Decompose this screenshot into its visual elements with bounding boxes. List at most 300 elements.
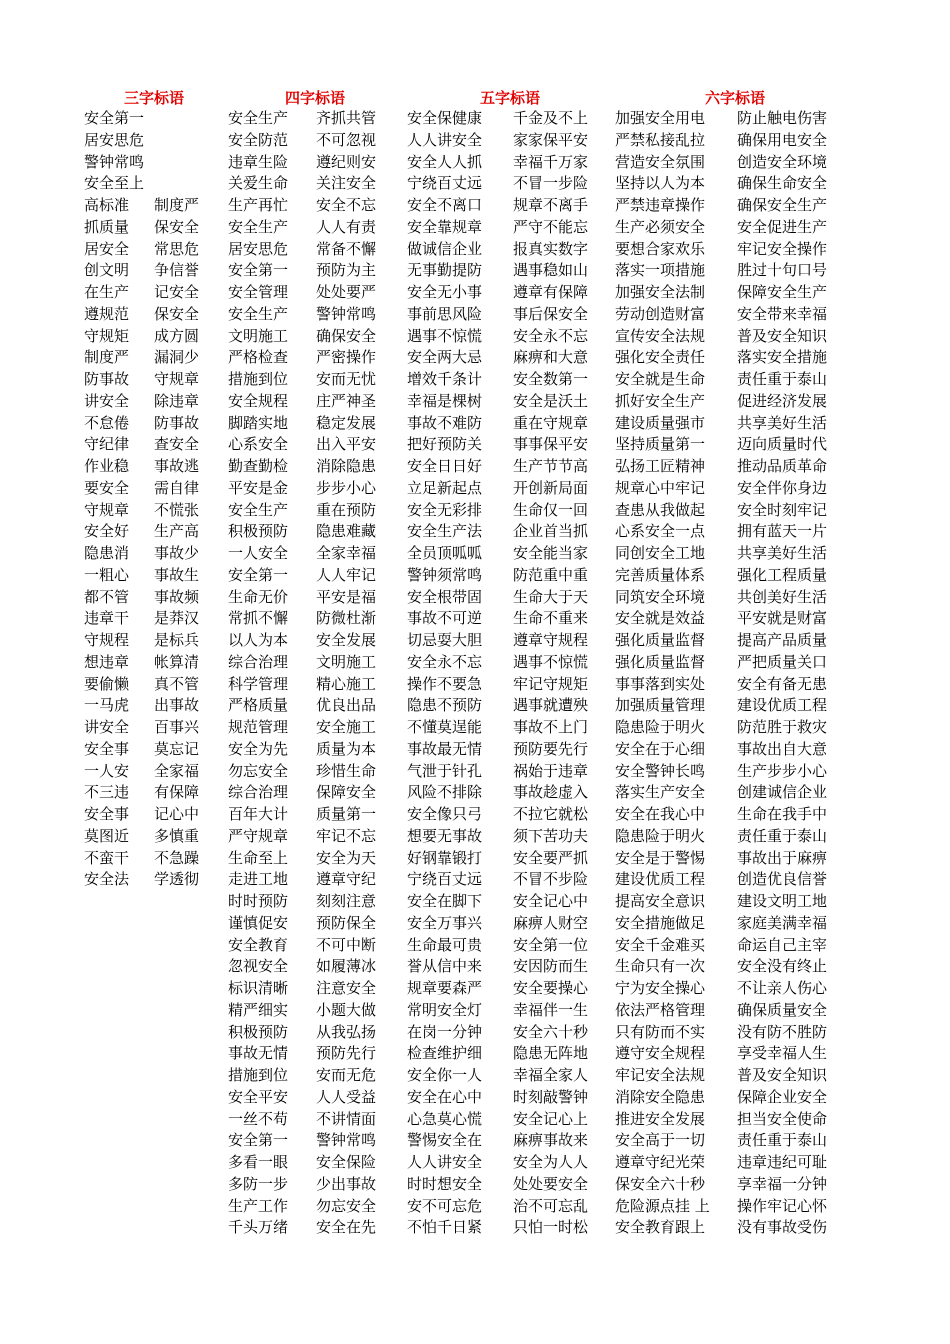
slogan-first-half: 安全千金难买	[615, 935, 706, 954]
slogan-second-half: 安全发展	[316, 631, 377, 649]
slogan-first-half: 安全在我心中	[615, 805, 706, 823]
slogan-row	[407, 869, 609, 891]
slogan-second-half: 建设优质工程	[737, 696, 828, 715]
slogan-first-half: 事前思风险	[407, 304, 483, 323]
slogan-row	[228, 913, 396, 935]
slogan-first-half: 抓好安全生产	[615, 391, 706, 410]
slogan-first-half: 安全日日好	[407, 457, 483, 475]
slogan-second-half: 促进经济发展	[737, 391, 828, 410]
slogan-second-half: 安全要严抓	[513, 848, 589, 867]
slogan-row	[407, 217, 609, 239]
slogan-row	[84, 195, 224, 217]
slogan-row	[228, 652, 396, 674]
slogan-first-half: 加强安全法制	[615, 283, 706, 301]
slogan-first-half: 安全第一	[228, 1131, 289, 1150]
slogan-row	[228, 543, 396, 565]
slogan-row	[84, 282, 224, 304]
slogan-row	[407, 587, 609, 609]
slogan-second-half: 人人有责	[316, 217, 377, 236]
slogan-first-half: 违章干	[84, 609, 130, 628]
slogan-second-half: 事故趁虚入	[513, 783, 589, 802]
slogan-row	[84, 848, 224, 870]
slogan-row	[228, 521, 396, 543]
slogan-second-half: 家家保平安	[513, 130, 589, 149]
slogan-first-half: 遵规范	[84, 304, 130, 323]
slogan-row	[407, 369, 609, 391]
slogan-second-half: 从我弘扬	[316, 1022, 377, 1041]
slogan-first-half: 安全管理	[228, 283, 289, 301]
slogan-row	[228, 413, 396, 435]
slogan-second-half: 生命大于天	[513, 587, 589, 606]
slogan-row	[615, 978, 845, 1000]
slogan-row	[407, 565, 609, 587]
slogan-row	[228, 1152, 396, 1174]
slogan-second-half: 创造优良信誉	[737, 870, 828, 889]
slogan-first-half: 隐患险于明火	[615, 826, 706, 845]
slogan-row	[228, 434, 396, 456]
slogan-second-half: 建设文明工地	[737, 892, 828, 910]
slogan-second-half: 幸福千万家	[513, 152, 589, 171]
slogan-second-half: 平安是福	[316, 587, 377, 606]
slogan-first-half: 只有防而不实	[615, 1022, 706, 1041]
slogan-row	[84, 347, 224, 369]
slogan-row	[228, 630, 396, 652]
slogan-row	[228, 956, 396, 978]
slogan-second-half: 确保安全	[316, 326, 377, 345]
slogan-second-half: 规章不离手	[513, 196, 589, 214]
slogan-row	[228, 1065, 396, 1087]
slogan-second-half: 预防保全	[316, 913, 377, 932]
slogan-second-half: 安全六十秒	[513, 1022, 589, 1041]
slogan-first-half: 安全教育跟上	[615, 1218, 706, 1237]
slogan-first-half: 勿忘安全	[228, 761, 289, 780]
slogan-row	[228, 239, 396, 261]
slogan-second-half: 享受幸福人生	[737, 1044, 828, 1063]
slogan-second-half: 安全促进生产	[737, 217, 828, 236]
slogan-row	[84, 695, 224, 717]
section-heading-6char: 六字标语	[704, 89, 765, 107]
slogan-row	[615, 543, 845, 565]
slogan-second-half: 事故生	[154, 565, 200, 584]
slogan-first-half: 安全生产法	[407, 522, 483, 541]
slogan-first-half: 不怠倦	[84, 413, 130, 432]
slogan-second-half: 安全记心上	[513, 1109, 589, 1128]
slogan-second-half: 确保生命安全	[737, 174, 828, 193]
slogan-first-half: 安全法	[84, 870, 130, 889]
slogan-row	[407, 782, 609, 804]
slogan-first-half: 综合治理	[228, 783, 289, 802]
slogan-row	[615, 260, 845, 282]
slogan-first-half: 做诚信企业	[407, 239, 483, 258]
slogan-row	[228, 695, 396, 717]
slogan-second-half: 优良出品	[316, 696, 377, 715]
slogan-first-half: 一丝不苟	[228, 1109, 289, 1128]
slogan-second-half: 防微杜渐	[316, 609, 377, 628]
slogan-first-half: 落实生产安全	[615, 783, 706, 802]
slogan-row	[228, 1109, 396, 1131]
slogan-row	[615, 848, 845, 870]
slogan-second-half: 拥有蓝天一片	[737, 522, 828, 541]
slogan-row	[228, 978, 396, 1000]
slogan-row	[407, 195, 609, 217]
slogan-row	[615, 347, 845, 369]
slogan-first-half: 抓质量	[84, 217, 130, 236]
slogan-first-half: 生命只有一次	[615, 957, 706, 976]
slogan-first-half: 消除安全隐患	[615, 1087, 706, 1106]
slogan-row	[407, 608, 609, 630]
slogan-first-half: 安全第一	[84, 109, 145, 127]
slogan-second-half: 共创美好生活	[737, 587, 828, 606]
slogan-row	[84, 739, 224, 761]
slogan-first-half: 事故不可逆	[407, 609, 483, 628]
slogan-second-half: 严守不能忘	[513, 217, 589, 236]
slogan-first-half: 不蛮干	[84, 848, 130, 867]
slogan-second-half: 警钟常鸣	[316, 1131, 377, 1150]
slogan-row	[228, 848, 396, 870]
slogan-second-half: 创造安全环境	[737, 152, 828, 171]
slogan-row	[228, 1196, 396, 1218]
slogan-second-half: 治不可忘乱	[513, 1196, 589, 1215]
slogan-first-half: 事事落到实处	[615, 674, 706, 693]
slogan-second-half: 推动品质革命	[737, 457, 828, 475]
slogan-row	[228, 739, 396, 761]
slogan-first-half: 居安全	[84, 239, 130, 258]
slogan-first-half: 标识清晰	[228, 979, 289, 997]
slogan-column-4char	[228, 108, 396, 1239]
slogan-second-half: 只怕一时松	[513, 1218, 589, 1237]
slogan-first-half: 安全第一	[228, 261, 289, 280]
slogan-second-half: 安全能当家	[513, 544, 589, 562]
slogan-row	[407, 1109, 609, 1131]
slogan-row	[407, 1022, 609, 1044]
slogan-first-half: 时时想安全	[407, 1174, 483, 1193]
slogan-second-half: 幸福伴一生	[513, 1000, 589, 1019]
slogan-row	[615, 413, 845, 435]
slogan-second-half: 幸福全家人	[513, 1066, 589, 1084]
slogan-first-half: 积极预防	[228, 522, 289, 541]
slogan-row	[84, 239, 224, 261]
slogan-first-half: 心急莫心慌	[407, 1109, 483, 1128]
slogan-row	[407, 478, 609, 500]
slogan-first-half: 忽视安全	[228, 957, 289, 976]
slogan-first-half: 加强安全用电	[615, 109, 706, 127]
slogan-second-half: 事故频	[154, 587, 200, 606]
slogan-second-half: 安全不忘	[316, 196, 377, 214]
slogan-second-half: 报真实数字	[513, 239, 589, 258]
slogan-first-half: 安全高于一切	[615, 1131, 706, 1150]
slogan-first-half: 隐患险于明火	[615, 718, 706, 736]
slogan-second-half: 安全永不忘	[513, 326, 589, 345]
slogan-row	[407, 304, 609, 326]
slogan-first-half: 安全为先	[228, 739, 289, 758]
slogan-second-half: 麻痹和大意	[513, 348, 589, 367]
slogan-row	[84, 608, 224, 630]
slogan-row	[228, 260, 396, 282]
slogan-first-half: 积极预防	[228, 1022, 289, 1041]
slogan-second-half: 遵章守纪	[316, 870, 377, 889]
slogan-row	[228, 565, 396, 587]
slogan-second-half: 重在预防	[316, 500, 377, 519]
slogan-row	[228, 500, 396, 522]
slogan-second-half: 事事保平安	[513, 435, 589, 454]
slogan-row	[615, 739, 845, 761]
slogan-second-half: 没有防不胜防	[737, 1022, 828, 1041]
slogan-row	[615, 1217, 845, 1239]
slogan-row	[228, 891, 396, 913]
slogan-first-half: 安全在脚下	[407, 892, 483, 910]
slogan-first-half: 安全第一	[228, 565, 289, 584]
slogan-first-half: 无事勤提防	[407, 261, 483, 280]
slogan-second-half: 处处要严	[316, 283, 377, 301]
slogan-second-half: 严密操作	[316, 348, 377, 367]
slogan-first-half: 宣传安全法规	[615, 326, 706, 345]
slogan-row	[615, 217, 845, 239]
slogan-row	[228, 1217, 396, 1239]
slogan-row	[407, 108, 609, 130]
slogan-row	[615, 369, 845, 391]
slogan-row	[615, 173, 845, 195]
slogan-first-half: 事故最无情	[407, 739, 483, 758]
slogan-first-half: 安全生产	[228, 304, 289, 323]
slogan-row	[228, 456, 396, 478]
slogan-first-half: 措施到位	[228, 1066, 289, 1084]
slogan-second-half: 企业首当抓	[513, 522, 589, 541]
slogan-row	[84, 630, 224, 652]
slogan-row	[228, 173, 396, 195]
slogan-second-half: 严把质量关口	[737, 652, 828, 671]
slogan-second-half: 保障企业安全	[737, 1087, 828, 1106]
slogan-row	[615, 717, 845, 739]
slogan-row	[615, 130, 845, 152]
slogan-row	[84, 478, 224, 500]
slogan-second-half: 齐抓共管	[316, 109, 377, 127]
slogan-row	[228, 1174, 396, 1196]
slogan-first-half: 不怕千日紧	[407, 1218, 483, 1237]
slogan-second-half: 安全伴你身边	[737, 478, 828, 497]
slogan-first-half: 事故无情	[228, 1044, 289, 1063]
slogan-first-half: 人人讲安全	[407, 130, 483, 149]
slogan-row	[228, 195, 396, 217]
slogan-row	[407, 326, 609, 348]
slogan-second-half: 人人牢记	[316, 565, 377, 584]
slogan-second-half: 全家福	[154, 761, 200, 780]
slogan-row	[615, 326, 845, 348]
slogan-first-half: 强化质量监督	[615, 652, 706, 671]
slogan-first-half: 常明安全灯	[407, 1000, 483, 1019]
slogan-first-half: 莫图近	[84, 826, 130, 845]
slogan-row	[228, 326, 396, 348]
slogan-second-half: 漏洞少	[154, 348, 200, 367]
slogan-second-half: 防止触电伤害	[737, 109, 828, 127]
slogan-first-half: 安全在心中	[407, 1087, 483, 1106]
slogan-second-half: 常备不懈	[316, 239, 377, 258]
slogan-row	[407, 260, 609, 282]
slogan-second-half: 安全是沃土	[513, 391, 589, 410]
slogan-first-half: 誉从信中来	[407, 957, 483, 976]
slogan-row	[84, 260, 224, 282]
slogan-row	[407, 1065, 609, 1087]
slogan-first-half: 安全就是效益	[615, 609, 706, 628]
slogan-first-half: 心系安全	[228, 435, 289, 454]
slogan-second-half: 预防先行	[316, 1044, 377, 1063]
slogan-row	[407, 1130, 609, 1152]
slogan-second-half: 注意安全	[316, 979, 377, 997]
slogan-row	[407, 500, 609, 522]
slogan-second-half: 须下苦功夫	[513, 826, 589, 845]
slogan-row	[407, 956, 609, 978]
slogan-row	[407, 1174, 609, 1196]
slogan-row	[84, 521, 224, 543]
slogan-second-half: 多慎重	[154, 826, 200, 845]
slogan-second-half: 强化工程质量	[737, 565, 828, 584]
slogan-second-half: 确保质量安全	[737, 1000, 828, 1019]
slogan-second-half: 安全数第一	[513, 370, 589, 388]
slogan-row	[615, 761, 845, 783]
slogan-row	[228, 826, 396, 848]
slogan-row	[84, 587, 224, 609]
section-heading-3char: 三字标语	[123, 89, 184, 107]
slogan-second-half: 确保安全生产	[737, 196, 828, 214]
slogan-first-half: 安全你一人	[407, 1066, 483, 1084]
slogan-second-half: 安全没有终止	[737, 957, 828, 976]
slogan-first-half: 一人安	[84, 761, 130, 780]
slogan-first-half: 讲安全	[84, 718, 130, 736]
slogan-first-half: 警钟须常鸣	[407, 565, 483, 584]
slogan-first-half: 要偷懒	[84, 674, 130, 693]
slogan-second-half: 事故出自大意	[737, 739, 828, 758]
slogan-first-half: 安全生产	[228, 500, 289, 519]
slogan-second-half: 记安全	[154, 283, 200, 301]
slogan-row	[407, 543, 609, 565]
slogan-row	[407, 674, 609, 696]
slogan-first-half: 安全两大忌	[407, 348, 483, 367]
slogan-second-half: 麻痹事故来	[513, 1131, 589, 1150]
slogan-first-half: 一粗心	[84, 565, 130, 584]
slogan-row	[84, 434, 224, 456]
slogan-second-half: 人人受益	[316, 1087, 377, 1106]
slogan-row	[407, 413, 609, 435]
slogan-row	[407, 456, 609, 478]
slogan-second-half: 安全要操心	[513, 979, 589, 997]
slogan-second-half: 真不管	[154, 674, 200, 693]
slogan-second-half: 生命仅一回	[513, 500, 589, 519]
slogan-second-half: 普及安全知识	[737, 1066, 828, 1084]
slogan-second-half: 共享美好生活	[737, 544, 828, 562]
slogan-second-half: 保障安全生产	[737, 283, 828, 301]
slogan-row	[615, 695, 845, 717]
slogan-first-half: 都不管	[84, 587, 130, 606]
slogan-second-half: 质量为本	[316, 739, 377, 758]
slogan-row	[84, 543, 224, 565]
slogan-first-half: 千头万绪	[228, 1218, 289, 1237]
slogan-first-half: 事故不难防	[407, 413, 483, 432]
slogan-second-half: 生产节节高	[513, 457, 589, 475]
slogan-first-half: 宁为安全操心	[615, 979, 706, 997]
slogan-first-half: 落实一项措施	[615, 261, 706, 280]
slogan-row	[615, 500, 845, 522]
slogan-first-half: 一马虎	[84, 696, 130, 715]
slogan-row	[84, 217, 224, 239]
slogan-second-half: 家庭美满幸福	[737, 913, 828, 932]
slogan-row	[84, 717, 224, 739]
slogan-first-half: 安全在于心细	[615, 739, 706, 758]
slogan-second-half: 平安就是财富	[737, 609, 828, 628]
slogan-second-half: 命运自己主宰	[737, 935, 828, 954]
slogan-second-half: 学透彻	[154, 870, 200, 889]
slogan-second-half: 安而无危	[316, 1066, 377, 1084]
slogan-row	[615, 304, 845, 326]
slogan-second-half: 预防为主	[316, 261, 377, 280]
slogan-row	[228, 608, 396, 630]
slogan-row	[615, 587, 845, 609]
slogan-row	[615, 478, 845, 500]
slogan-first-half: 坚持以人为本	[615, 174, 706, 193]
slogan-row	[228, 130, 396, 152]
slogan-second-half: 违章违纪可耻	[737, 1153, 828, 1171]
slogan-first-half: 宁绕百丈远	[407, 174, 483, 193]
slogan-row	[407, 434, 609, 456]
slogan-row	[615, 1109, 845, 1131]
slogan-first-half: 想要无事故	[407, 826, 483, 845]
slogan-first-half: 切忌耍大胆	[407, 631, 483, 649]
slogan-column-5char	[407, 108, 609, 1239]
slogan-second-half: 庄严神圣	[316, 391, 377, 410]
slogan-row	[84, 304, 224, 326]
slogan-row	[407, 152, 609, 174]
slogan-first-half: 生产必须安全	[615, 217, 706, 236]
slogan-second-half: 遇事不惊慌	[513, 652, 589, 671]
slogan-row	[228, 1022, 396, 1044]
slogan-row	[228, 1000, 396, 1022]
slogan-second-half: 遇事就遭殃	[513, 696, 589, 715]
slogan-row	[84, 108, 224, 130]
slogan-second-half: 生命在我手中	[737, 805, 828, 823]
slogan-row	[615, 195, 845, 217]
slogan-row	[407, 630, 609, 652]
slogan-first-half: 多看一眼	[228, 1153, 289, 1171]
slogan-second-half: 争信誉	[154, 261, 200, 280]
slogan-second-half: 胜过十句口号	[737, 261, 828, 280]
slogan-row	[84, 130, 224, 152]
slogan-first-half: 安全平安	[228, 1087, 289, 1106]
slogan-second-half: 记心中	[154, 805, 200, 823]
slogan-row	[615, 826, 845, 848]
slogan-second-half: 安全施工	[316, 718, 377, 736]
slogan-first-half: 要安全	[84, 478, 130, 497]
slogan-first-half: 守纪律	[84, 435, 130, 454]
slogan-row	[407, 1196, 609, 1218]
slogan-second-half: 操作牢记心怀	[737, 1196, 828, 1215]
slogan-second-half: 防范胜于救灾	[737, 718, 828, 736]
slogan-row	[615, 956, 845, 978]
slogan-first-half: 守规程	[84, 631, 130, 649]
slogan-second-half: 迈向质量时代	[737, 435, 828, 454]
slogan-row	[615, 674, 845, 696]
slogan-first-half: 严格质量	[228, 696, 289, 715]
slogan-first-half: 以人为本	[228, 631, 289, 649]
slogan-second-half: 事后保安全	[513, 304, 589, 323]
slogan-first-half: 高标准	[84, 196, 130, 214]
slogan-row	[228, 1043, 396, 1065]
slogan-second-half: 确保用电安全	[737, 130, 828, 149]
slogan-row	[407, 1000, 609, 1022]
slogan-row	[228, 217, 396, 239]
slogan-row	[615, 1065, 845, 1087]
slogan-second-half: 时刻敲警钟	[513, 1087, 589, 1106]
slogan-first-half: 宁绕百丈远	[407, 870, 483, 889]
slogan-first-half: 创文明	[84, 261, 130, 280]
slogan-first-half: 推进安全发展	[615, 1109, 706, 1128]
